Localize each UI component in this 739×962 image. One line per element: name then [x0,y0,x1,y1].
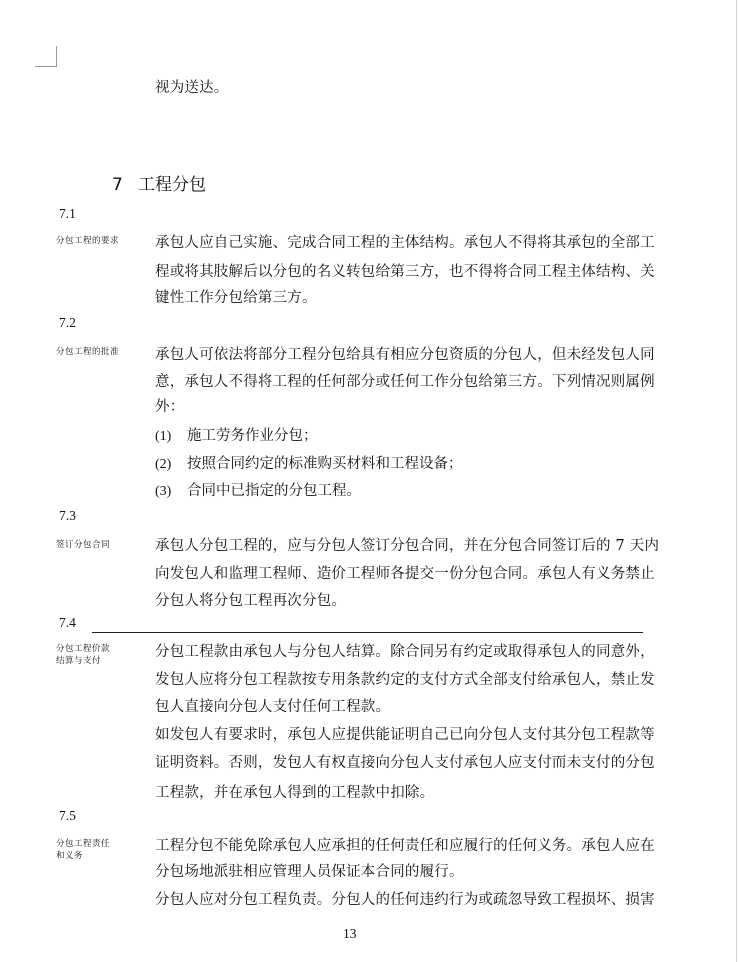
section-number: 7.1 [59,206,76,221]
page-edge [736,0,737,962]
paragraph-line: 承包人应自己实施、完成合同工程的主体结构。承包人不得将其承包的全部工 [155,235,655,251]
margin-note: 和义务 [56,851,84,861]
list-text: 合同中已指定的分包工程。 [187,483,361,499]
list-text: 按照合同约定的标准购买材料和工程设备； [187,456,463,472]
margin-note: 分包工程的要求 [56,236,120,246]
list-marker: (3) [155,484,172,499]
list-item [155,452,463,473]
list-item [155,424,318,445]
margin-note: 签订分包合同 [56,540,111,550]
paragraph-line: 分包人将分包工程再次分包。 [155,593,347,609]
crop-mark [56,46,57,67]
paragraph-line: 键性工作分包给第三方。 [155,290,317,306]
top-fragment: 视为送达。 [155,80,229,96]
margin-note: 分包工程责任 [56,839,111,849]
paragraph-line: 外： [155,399,185,415]
list-text: 施工劳务作业分包； [187,428,318,444]
margin-note: 分包工程的批准 [56,347,120,357]
chapter-title: 工程分包 [138,175,206,195]
chapter-heading [112,170,206,195]
paragraph-line: 向发包人和监理工程师、造价工程师各提交一份分包合同。承包人有义务禁止 [155,566,655,582]
paragraph-line: 承包人可依法将部分工程分包给具有相应分包资质的分包人，但未经发包人同 [155,347,655,363]
crop-mark [35,66,57,67]
paragraph-line: 意，承包人不得将工程的任何部分或任何工作分包给第三方。下列情况则属例 [155,374,655,390]
paragraph-line: 承包人分包工程的，应与分包人签订分包合同，并在分包合同签订后的 7 天内 [155,538,660,554]
paragraph-line: 程或将其肢解后以分包的名义转包给第三方，也不得将合同工程主体结构、关 [155,264,655,280]
page-number: 13 [343,926,357,941]
section-number: 7.4 [59,615,76,630]
list-marker: (2) [155,457,172,472]
paragraph-line: 发包人应将分包工程款按专用条款约定的支付方式全部支付给承包人，禁止发 [155,672,655,688]
section-number: 7.2 [59,315,76,330]
chapter-number: 7 [112,175,123,195]
paragraph-line: 分包工程款由承包人与分包人结算。除合同另有约定或取得承包人的同意外， [155,644,655,660]
horizontal-rule [92,632,643,633]
margin-note: 结算与支付 [56,656,102,666]
margin-note: 分包工程价款 [56,644,111,654]
paragraph-line: 工程分包不能免除承包人应承担的任何责任和应履行的任何义务。承包人应在 [155,838,655,854]
paragraph-line: 证明资料。否则，发包人有权直接向分包人支付承包人应支付而未支付的分包 [155,755,655,771]
paragraph-line: 包人直接向分包人支付任何工程款。 [155,699,391,715]
section-number: 7.3 [59,508,76,523]
paragraph-line: 分包人应对分包工程负责。分包人的任何违约行为或疏忽导致工程损坏、损害 [155,892,655,908]
section-number: 7.5 [59,808,76,823]
list-item [155,479,361,500]
list-marker: (1) [155,429,172,444]
paragraph-line: 如发包人有要求时，承包人应提供能证明自己已向分包人支付其分包工程款等 [155,727,655,743]
paragraph-line: 分包场地派驻相应管理人员保证本合同的履行。 [155,864,464,880]
paragraph-line: 工程款，并在承包人得到的工程款中扣除。 [155,785,435,801]
